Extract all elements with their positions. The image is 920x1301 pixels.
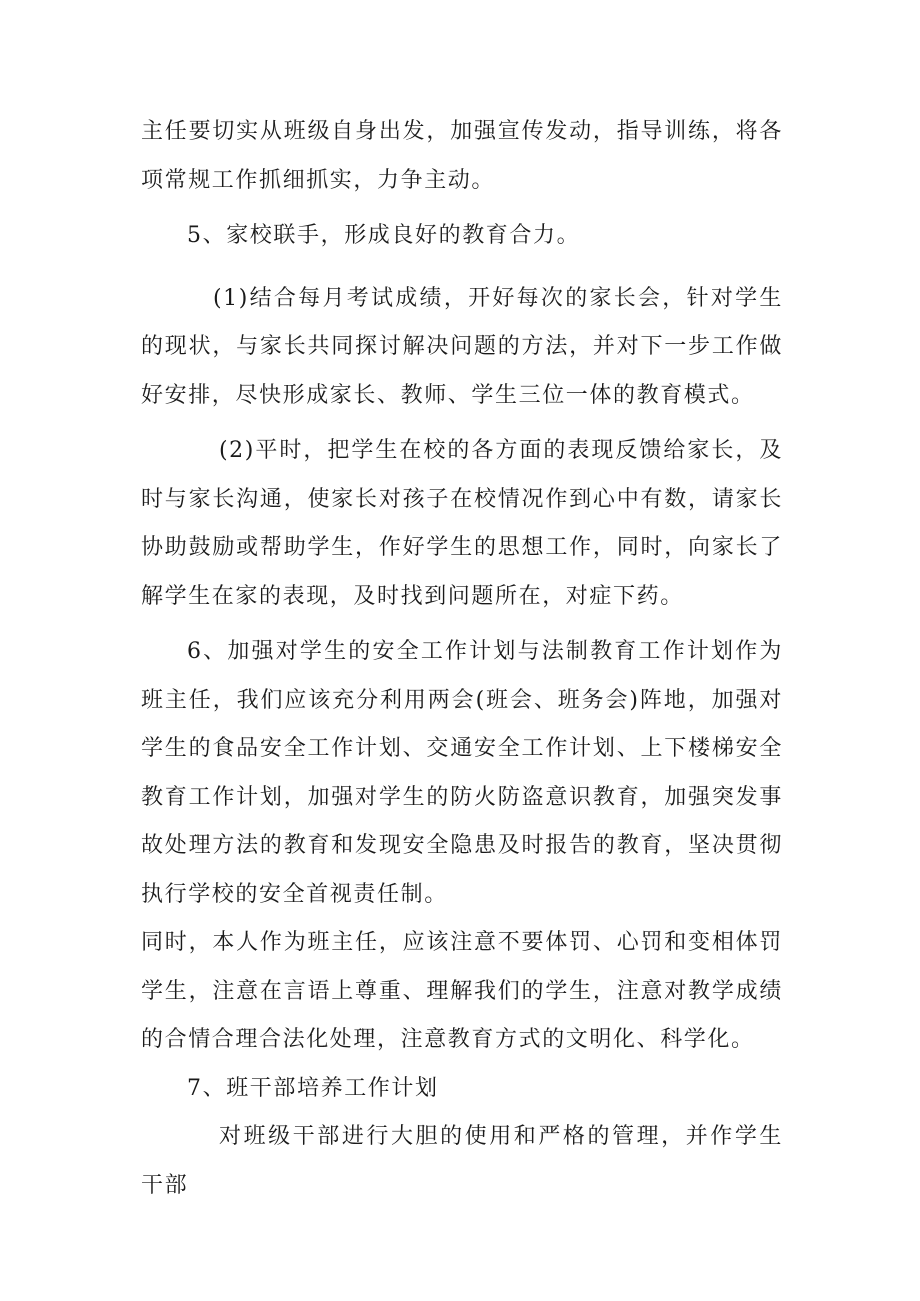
paragraph-teacher-conduct: 同时，本人作为班主任，应该注意不要体罚、心罚和变相体罚学生，注意在言语上尊重、理解我们的学生，注意对教学成绩的合情合理合法化处理，注意教育方式的文明化、科学化。 <box>141 930 783 1052</box>
section-heading-7: 7、班干部培养工作计划 <box>187 1075 439 1101</box>
paragraph-class-cadre: 对班级干部进行大胆的使用和严格的管理，并作学生干部 <box>141 1124 783 1198</box>
section-heading-6: 6、加强对学生的安全工作计划与法制教育工作计划作为班主任，我们应该充分利用两会(班会、班务会)阵地，加强对学生的食品安全工作计划、交通安全工作计划、上下楼梯安全教育工作计划，加强对学生的防火防盗意识教育，加强突发事故处理方法的教育和发现安全隐患及时报告的教育，坚决贯彻执行学校的安全首视责任制。 <box>141 639 783 907</box>
section-heading-5: 5、家校联手，形成良好的教育合力。 <box>187 223 581 248</box>
paragraph-item-1: (1)结合每月考试成绩，开好每次的家长会，针对学生的现状，与家长共同探讨解决问题的方法，并对下一步工作做好安排，尽快形成家长、教师、学生三位一体的教育模式。 <box>141 285 783 408</box>
paragraph-continuation: 主任要切实从班级自身出发，加强宣传发动，指导训练，将各项常规工作抓细抓实，力争主动。 <box>141 119 783 193</box>
paragraph-item-2: (2)平时，把学生在校的各方面的表现反馈给家长，及时与家长沟通，使家长对孩子在校情况作到心中有数，请家长协助鼓励或帮助学生，作好学生的思想工作，同时，向家长了解学生在家的表现，及时找到问题所在，对症下药。 <box>141 438 783 609</box>
document-body <box>141 108 783 1210</box>
